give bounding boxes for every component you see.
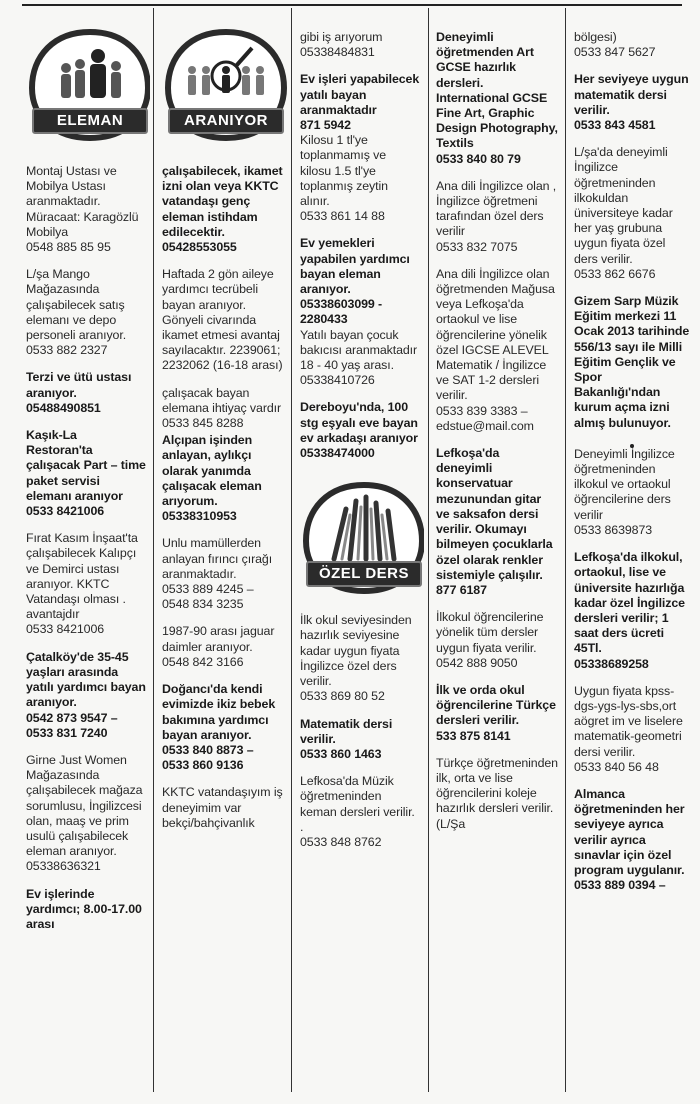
ad-phone: 05338474000 <box>300 446 375 461</box>
ad-col4-5 <box>436 683 558 744</box>
ad-col4-4 <box>436 610 558 671</box>
ad-text: Almanca öğretmeninden her seviyeye ayrıca verilir ayrıca sınavlar için özel program uygulanır. <box>574 786 685 877</box>
column-divider <box>291 8 292 1092</box>
ad-text: Deneyimli öğretmenden Art GCSE hazırlık dersleri. International GCSE Fine Art, Graphic Design Photography, Textils <box>436 30 558 151</box>
ad-text: KKTC vatandaşıyım iş deneyimim var bekçi/bahçivanlık <box>162 785 283 830</box>
ad-text: İlkokul öğrencilerine yönelik tüm dersler uygun fiyata verilir. <box>436 610 544 655</box>
ad-phone: 0533 860 1463 <box>300 746 382 761</box>
ad-col2-1 <box>162 267 284 373</box>
ad-phone: 0533 847 5627 <box>574 45 656 60</box>
ad-col4-6 <box>436 756 558 832</box>
ad-text: Türkçe öğretmeninden ilk, orta ve lise öğrencilerini koleje hazırlık dersleri verilir. (L/Şa <box>436 755 558 831</box>
column-3 <box>296 0 424 1104</box>
column-divider <box>428 8 429 1092</box>
ad-col2-3 <box>162 433 284 524</box>
ad-col3-4 <box>300 328 420 389</box>
ad-text: Doğancı'da kendi evimizde ikiz bebek bakımına yardımcı bayan aranıyor. <box>162 682 276 742</box>
ad-text: Ana dili İngilizce olan öğretmenden Mağusa veya Lefkoşa'da ortaokul ve lise öğrencilerine yönelik özel IGCSE ALEVEL Matematik / İngilizce ve SAT 1-2 dersleri verilir. <box>436 266 555 403</box>
ad-col1-4 <box>26 531 146 637</box>
ad-col1-5 <box>26 650 146 741</box>
column-2 <box>158 0 288 1104</box>
ad-text: Kaşık-La Restoran'ta çalışacak Part – time paket servisi elemanı aranıyor <box>26 428 146 503</box>
ad-phone: 0542 888 9050 <box>436 655 518 670</box>
ad-phone: 0533 848 8762 <box>300 834 382 849</box>
ad-text: Lefkoşa'da deneyimli konservatuar mezunundan gitar ve saksafon dersi verilir. Okumayı bilmeyen çocuklarla özel olarak renkler sistemiyle çalışılır. <box>436 446 553 582</box>
ad-phone: 871 5942 <box>300 118 351 133</box>
ad-col2-2 <box>162 386 284 432</box>
ad-text: Unlu mamüllerden anlayan fırıncı çırağı aranmaktadır. <box>162 536 273 581</box>
ad-text: Deneyimli İngilizce öğretmeninden ilkokul ve ortaokul öğrencilerine ders verilir <box>574 446 675 522</box>
column-4 <box>432 0 562 1104</box>
ad-text: İlk ve orda okul öğrencilerine Türkçe dersleri verilir. <box>436 682 556 728</box>
ad-col3-0 <box>300 30 420 60</box>
ozel-ders-header-badge <box>300 479 424 597</box>
ad-col5-7 <box>574 787 690 893</box>
ad-text: Gizem Sarp Müzik Eğitim merkezi 11 Ocak 2013 tarihinde 556/13 sayı ile Milli Eğitim Gençlik ve Spor Bakanlığı'ndan kurum açma izni almış bulunuyor. <box>574 294 690 430</box>
ad-col3-2 <box>300 133 420 224</box>
ad-text: Yatılı bayan çocuk bakıcısı aranmaktadır 18 - 40 yaş arası. <box>300 327 418 373</box>
ad-phone: 0533 840 8873 – 0533 860 9136 <box>162 742 254 773</box>
ad-text: Çatalköy'de 35-45 yaşları arasında yatılı yardımcı bayan aranıyor. <box>26 649 146 710</box>
ad-col5-3 <box>574 294 690 431</box>
ad-text: Lefkosa'da Müzik öğretmeninden keman dersleri verilir. . <box>300 774 415 834</box>
ad-phone: 0533 840 80 79 <box>436 151 521 166</box>
ad-phone: 05488490851 <box>26 400 101 415</box>
ad-phone: 05338310953 <box>162 509 237 524</box>
ad-phone: 0533 8421006 <box>26 622 105 637</box>
ad-col5-5 <box>574 550 690 672</box>
ad-text: Ev işleri yapabilecek yatılı bayan aranmaktadır <box>300 72 420 117</box>
ad-text: Ev yemekleri yapabilen yardımcı bayan eleman aranıyor. <box>300 236 410 297</box>
separator-dot <box>574 435 690 447</box>
ad-col4-1 <box>436 179 558 255</box>
ad-text: gibi iş arıyorum <box>300 30 383 44</box>
ad-col5-6 <box>574 684 690 775</box>
ad-text: Ev işlerinde yardımcı; 8.00-17.00 arası <box>26 886 142 931</box>
ad-phone: 0542 873 9547 – 0533 831 7240 <box>26 710 118 740</box>
ad-phone: 05338484831 <box>300 45 375 60</box>
ad-col3-3 <box>300 236 420 327</box>
column-1 <box>22 0 150 1104</box>
ad-col2-0 <box>162 164 284 255</box>
ad-phone: 0548 842 3166 <box>162 654 244 669</box>
ad-col3-7 <box>300 717 420 763</box>
ad-col5-0 <box>574 30 690 60</box>
ad-phone: 05338410726 <box>300 373 375 388</box>
ad-phone: 0533 889 0394 – <box>574 878 666 893</box>
ad-text: İlk okul seviyesinden hazırlık seviyesine kadar uygun fiyata İngilizce özel ders verilir. <box>300 613 412 689</box>
ad-phone: 877 6187 <box>436 582 487 597</box>
ad-text: Uygun fiyata kpss-dgs-ygs-lys-sbs,ort aögret im ve liselere matematik-geometri dersi verilir. <box>574 683 683 759</box>
ad-text: Matematik dersi verilir. <box>300 716 393 746</box>
ad-col5-4 <box>574 447 690 538</box>
araniyor-header-badge <box>162 26 288 144</box>
ad-col2-5 <box>162 624 284 670</box>
ad-phone: 0533 832 7075 <box>436 239 518 254</box>
ad-phone: 0533 8421006 <box>26 504 105 519</box>
eleman-header-badge <box>26 26 150 144</box>
ad-phone: 0533 862 6676 <box>574 266 656 281</box>
ad-phone: 05428553055 <box>162 240 237 255</box>
ad-col3-6 <box>300 613 420 704</box>
ad-phone: 0533 845 8288 <box>162 416 244 431</box>
ad-col2-6 <box>162 682 284 773</box>
ad-text: bölgesi) <box>574 30 617 44</box>
ad-col1-6 <box>26 753 146 875</box>
ad-text: Montaj Ustası ve Mobilya Ustası aranmaktadır. Müracaat: Karagözlü Mobilya <box>26 164 139 239</box>
column-divider <box>153 8 154 1092</box>
ad-col1-0 <box>26 164 146 255</box>
ad-col3-5 <box>300 400 420 461</box>
ad-phone: 0548 885 85 95 <box>26 240 111 255</box>
ad-col1-1 <box>26 267 146 358</box>
ad-phone: 0533 869 80 52 <box>300 689 385 704</box>
ad-text: Terzi ve ütü ustası aranıyor. <box>26 370 132 400</box>
ad-col4-2 <box>436 267 558 434</box>
ad-text: Kilosu 1 tl'ye toplanmamış ve kilosu 1.5 tl'ye toplanmış zeytin alınır. <box>300 133 388 209</box>
ad-phone: 0533 882 2327 <box>26 343 108 358</box>
ad-text: çalışabilecek, ikamet izni olan veya KKTC vatandaşı genç eleman istihdam edilecektir. <box>162 164 283 239</box>
ozel-ders-header-label: ÖZEL DERS <box>306 561 422 587</box>
araniyor-header-label: ARANIYOR <box>168 108 284 134</box>
ad-text: Her seviyeye uygun matematik dersi verilir. <box>574 72 689 117</box>
ad-col3-1 <box>300 72 420 133</box>
ad-col5-2 <box>574 145 690 282</box>
ad-phone: 0533 8639873 <box>574 522 653 537</box>
ad-col1-3 <box>26 428 146 519</box>
ad-col2-4 <box>162 536 284 612</box>
ad-col4-3 <box>436 446 558 598</box>
ad-col1-7 <box>26 887 146 933</box>
ad-text: Haftada 2 gön aileye yardımcı tecrübeli bayan aranıyor. Gönyeli civarında ikamet etmesi avantaj sayılacaktır. 2239061; 2232062 (16-18 arası) <box>162 267 283 373</box>
ad-phone: 0533 861 14 88 <box>300 209 385 224</box>
ad-text: çalışacak bayan elemana ihtiyaç vardır <box>162 385 282 415</box>
ad-text: L/şa'da deneyimli İngilizce öğretmeninden ilkokuldan üniversiteye kadar her yaş grubuna uygun fiyata özel ders verilir. <box>574 145 673 266</box>
column-5 <box>570 0 694 1104</box>
ad-col1-2 <box>26 370 146 416</box>
ad-text: Fırat Kasım İnşaat'ta çalışabilecek Kalıpçı ve Demirci ustası aranıyor. KKTC Vatandaşı olması . avantajdır <box>26 531 138 622</box>
ad-text: Dereboyu'nda, 100 stg eşyalı eve bayan ev arkadaşı aranıyor <box>300 400 418 445</box>
ad-phone: 533 875 8141 <box>436 728 511 743</box>
ad-phone: 0533 843 4581 <box>574 118 656 133</box>
ad-phone: 0533 889 4245 – 0548 834 3235 <box>162 582 254 612</box>
eleman-header-label: ELEMAN <box>32 108 148 134</box>
ad-col3-8 <box>300 774 420 850</box>
ad-text: 1987-90 arası jaguar daimler aranıyor. <box>162 624 275 654</box>
ad-col4-0 <box>436 30 558 167</box>
ad-phone: 0533 840 56 48 <box>574 759 659 774</box>
ad-phone: 05338689258 <box>574 656 649 671</box>
ad-text: Alçıpan işinden anlayan, aylıkçı olarak yanımda çalışacak eleman arıyorum. <box>162 433 262 509</box>
ad-col2-7 <box>162 785 284 831</box>
column-divider <box>565 8 566 1092</box>
ad-col5-1 <box>574 72 690 133</box>
ad-phone: 05338603099 - 2280433 <box>300 297 383 327</box>
ad-text: Ana dili İngilizce olan , İngilizce öğretmeni tarafından özel ders verilir <box>436 178 557 239</box>
ad-text: L/şa Mango Mağazasında çalışabilecek satış elemanı ve depo personeli aranıyor. <box>26 267 127 343</box>
ad-text: Girne Just Women Mağazasında çalışabilecek mağaza sorumlusu, İngilizcesi olan, maaş ve prim usulü çalışabilecek eleman aranıyor. <box>26 752 143 859</box>
ad-phone: 0533 839 3383 – edstue@mail.com <box>436 403 534 433</box>
ad-text: Lefkoşa'da ilkokul, ortaokul, lise ve üniversite hazırlığa kadar özel İngilizce dersleri verilir; 1 saat ders ücreti 45Tl. <box>574 550 685 656</box>
ad-phone: 05338636321 <box>26 859 101 874</box>
